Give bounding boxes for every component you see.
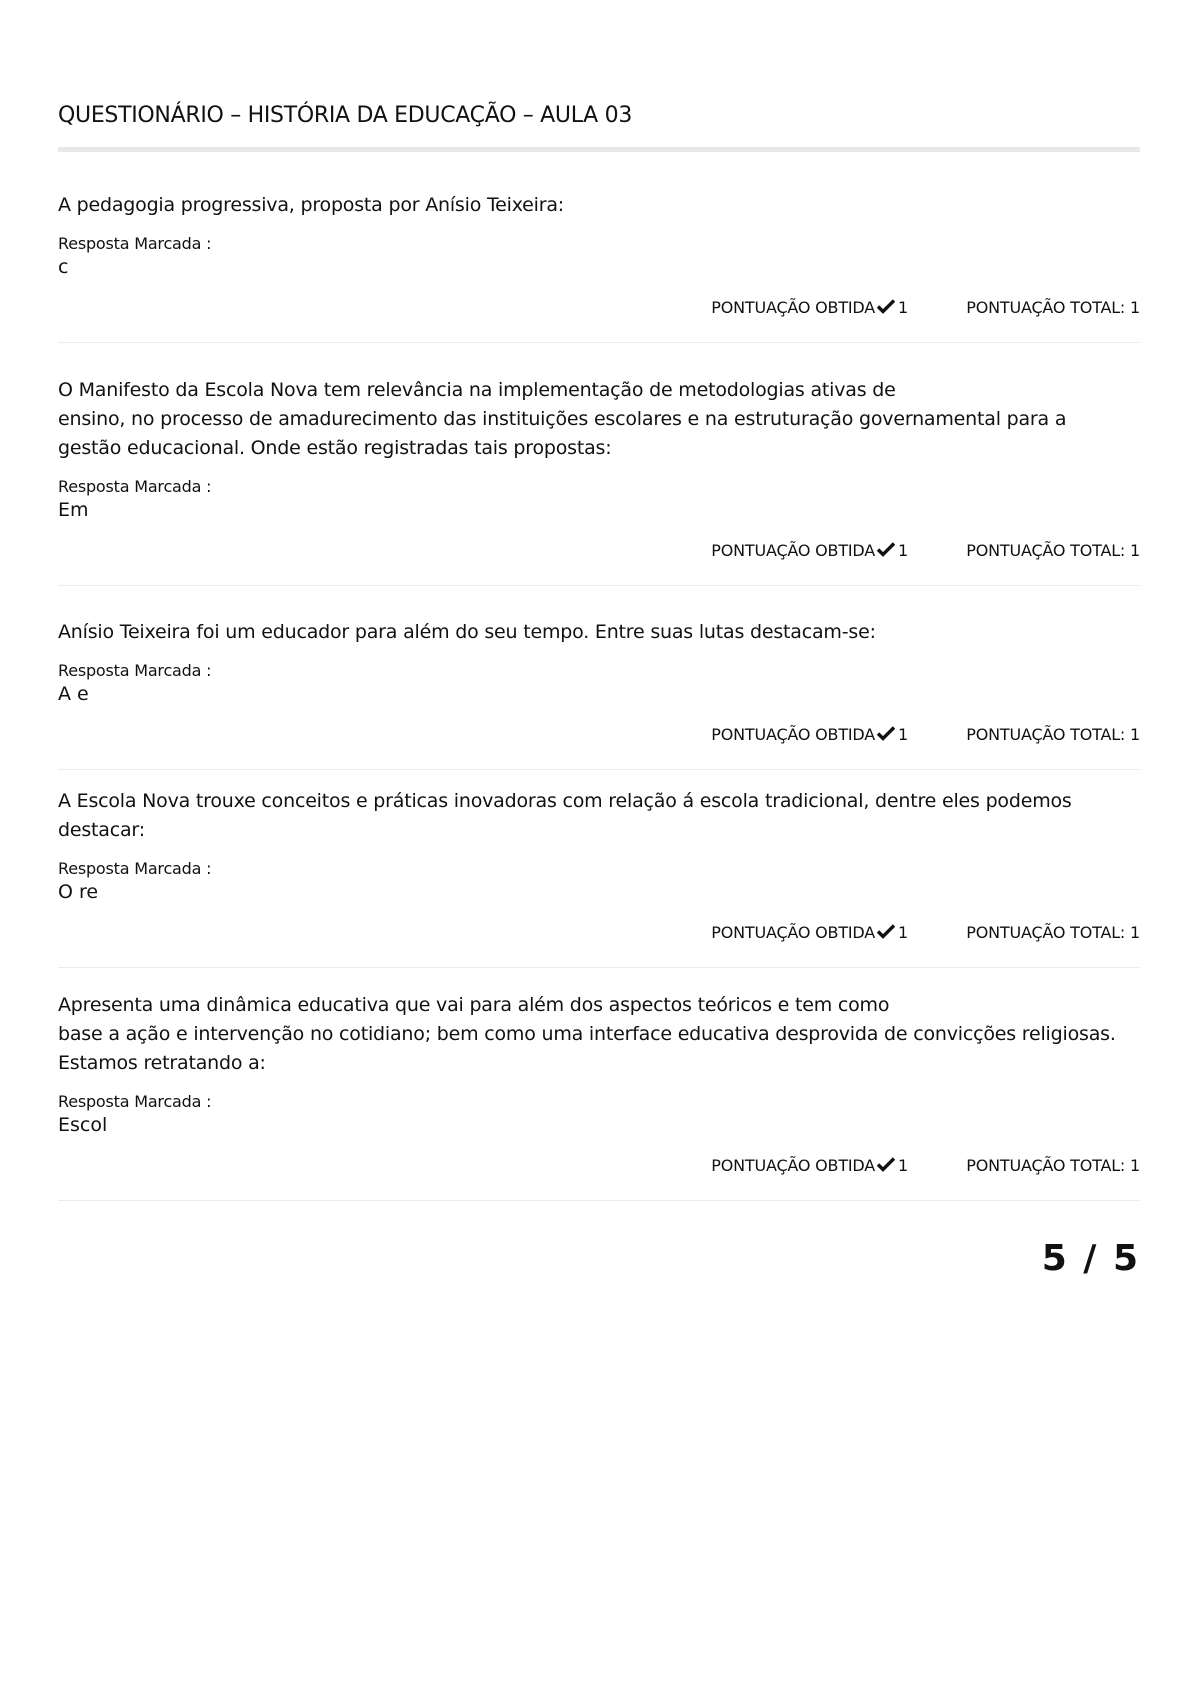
- question-line: base a ação e intervenção no cotidiano; bem como uma interface educativa desprovida de convicções religiosas.: [58, 1023, 1116, 1045]
- title-divider: [58, 147, 1140, 152]
- score-total: PONTUAÇÃO TOTAL: 1: [966, 923, 1140, 942]
- question-text: [58, 618, 1140, 647]
- score-obtained-value: 1: [898, 541, 908, 560]
- question-line: Anísio Teixeira foi um educador para além do seu tempo. Entre suas lutas destacam-se:: [58, 621, 876, 643]
- score-obtained: [711, 1156, 908, 1175]
- question-line: gestão educacional. Onde estão registradas tais propostas:: [58, 437, 612, 459]
- question-divider: [58, 585, 1140, 586]
- question-block: [58, 191, 1140, 343]
- answer-label: Resposta Marcada :: [58, 859, 212, 878]
- question-divider: [58, 967, 1140, 968]
- question-text: [58, 787, 1140, 845]
- question-block: [58, 376, 1140, 586]
- question-line: A Escola Nova trouxe conceitos e práticas inovadoras com relação á escola tradicional, dentre eles podemos: [58, 790, 1072, 812]
- score-row: [58, 298, 1140, 322]
- score-obtained: [711, 541, 908, 560]
- score-obtained-value: 1: [898, 725, 908, 744]
- question-line: Estamos retratando a:: [58, 1052, 266, 1074]
- score-obtained: [711, 923, 908, 942]
- score-row: [58, 725, 1140, 749]
- score-total: PONTUAÇÃO TOTAL: 1: [966, 298, 1140, 317]
- check-icon: [876, 298, 896, 314]
- answer-value: Escol: [58, 1114, 108, 1136]
- check-icon: [876, 725, 896, 741]
- page-title: QUESTIONÁRIO – HISTÓRIA DA EDUCAÇÃO – AULA 03: [58, 103, 633, 128]
- question-text: [58, 191, 1140, 220]
- answer-label: Resposta Marcada :: [58, 477, 212, 496]
- score-obtained-label: PONTUAÇÃO OBTIDA: [711, 541, 876, 560]
- score-obtained-label: PONTUAÇÃO OBTIDA: [711, 1156, 876, 1175]
- question-line: ensino, no processo de amadurecimento das instituições escolares e na estruturação governamental para a: [58, 408, 1067, 430]
- check-icon: [876, 923, 896, 939]
- answer-value: c: [58, 256, 69, 278]
- question-line: destacar:: [58, 819, 145, 841]
- question-text: [58, 376, 1140, 463]
- score-total: PONTUAÇÃO TOTAL: 1: [966, 725, 1140, 744]
- score-obtained-label: PONTUAÇÃO OBTIDA: [711, 725, 876, 744]
- question-divider: [58, 769, 1140, 770]
- score-obtained-value: 1: [898, 923, 908, 942]
- final-score: 5 / 5: [1041, 1238, 1140, 1279]
- answer-value: O re: [58, 881, 99, 903]
- answer-value: Em: [58, 499, 89, 521]
- score-obtained-label: PONTUAÇÃO OBTIDA: [711, 298, 876, 317]
- question-block: [58, 618, 1140, 770]
- question-line: Apresenta uma dinâmica educativa que vai para além dos aspectos teóricos e tem como: [58, 994, 890, 1016]
- score-row: [58, 1156, 1140, 1180]
- check-icon: [876, 1156, 896, 1172]
- score-total: PONTUAÇÃO TOTAL: 1: [966, 541, 1140, 560]
- answer-label: Resposta Marcada :: [58, 661, 212, 680]
- answer-label: Resposta Marcada :: [58, 234, 212, 253]
- answer-value: A e: [58, 683, 89, 705]
- answer-label: Resposta Marcada :: [58, 1092, 212, 1111]
- score-row: [58, 541, 1140, 565]
- question-block: [58, 787, 1140, 968]
- score-total: PONTUAÇÃO TOTAL: 1: [966, 1156, 1140, 1175]
- score-obtained-label: PONTUAÇÃO OBTIDA: [711, 923, 876, 942]
- question-line: A pedagogia progressiva, proposta por Anísio Teixeira:: [58, 194, 564, 216]
- score-obtained-value: 1: [898, 298, 908, 317]
- question-block: [58, 991, 1140, 1201]
- score-obtained-value: 1: [898, 1156, 908, 1175]
- question-divider: [58, 1200, 1140, 1201]
- score-obtained: [711, 298, 908, 317]
- question-divider: [58, 342, 1140, 343]
- score-row: [58, 923, 1140, 947]
- question-text: [58, 991, 1140, 1078]
- question-line: O Manifesto da Escola Nova tem relevância na implementação de metodologias ativas de: [58, 379, 896, 401]
- check-icon: [876, 541, 896, 557]
- score-obtained: [711, 725, 908, 744]
